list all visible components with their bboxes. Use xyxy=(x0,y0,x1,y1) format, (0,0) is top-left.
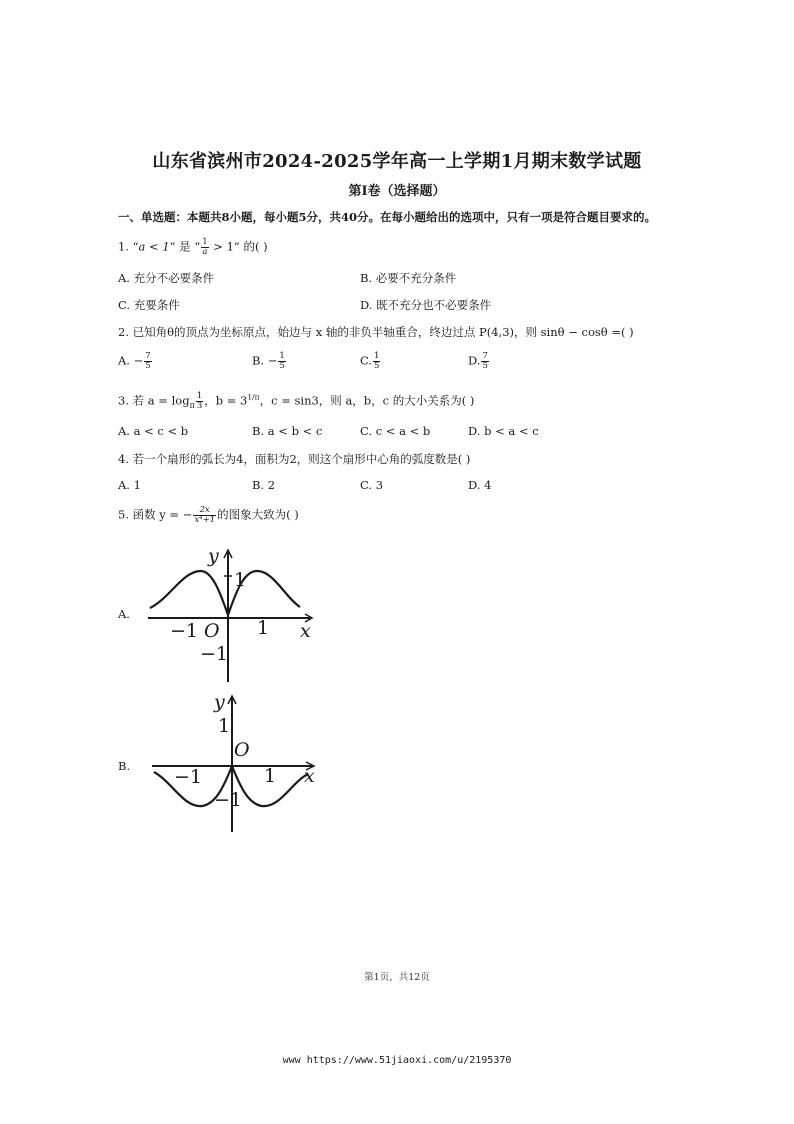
q2-option-d xyxy=(468,352,490,371)
q2-d-label: D. xyxy=(468,353,481,368)
q5-option-a-label: A. xyxy=(118,607,130,621)
graph-a-y-tick-neg: −1 xyxy=(200,643,229,665)
q2-c-fraction xyxy=(373,352,380,371)
q2-a-sign: − xyxy=(133,353,144,368)
q2-d-den: 5 xyxy=(482,361,488,371)
q2-d-fraction xyxy=(481,352,488,371)
q1-mid: ” 是 “ xyxy=(169,239,201,254)
graph-b-x-tick-pos: 1 xyxy=(264,765,277,787)
q1-option-b: B. 必要不充分条件 xyxy=(360,271,457,285)
q3-exponent: 1/π xyxy=(247,392,260,402)
q2-a-fraction xyxy=(144,352,151,371)
q3-option-a: A. a < c < b xyxy=(118,424,189,438)
q5-option-b-label: B. xyxy=(118,759,131,773)
graph-a-curve xyxy=(150,571,300,615)
graph-b-origin: O xyxy=(234,739,250,761)
q2-b-num: 1 xyxy=(279,351,285,361)
q1-option-a: A. 充分不必要条件 xyxy=(118,271,215,285)
q1-fraction xyxy=(201,238,208,257)
q2-b-fraction xyxy=(278,352,285,371)
q3-frac-num: 1 xyxy=(196,391,203,401)
q2-a-den: 5 xyxy=(145,361,151,371)
graph-b-y-label: y xyxy=(214,691,225,713)
q3-option-c: C. c < a < b xyxy=(360,424,431,438)
q2-c-label: C. xyxy=(360,353,373,368)
graph-b-x-label: x xyxy=(304,765,315,787)
q5-fraction xyxy=(193,506,216,525)
graph-b-x-tick-neg: −1 xyxy=(174,766,203,788)
q3-frac-den: 3 xyxy=(196,401,203,411)
q3-fraction xyxy=(196,392,203,411)
q1-frac-den: a xyxy=(202,247,208,257)
q2-a-label: A. xyxy=(118,353,130,368)
q1-option-d: D. 既不充分也不必要条件 xyxy=(360,298,492,312)
question-4: 4. 若一个扇形的弧长为4，面积为2，则这个扇形中心角的弧度数是( ) xyxy=(118,452,471,466)
q2-option-b xyxy=(252,352,287,371)
q2-a-num: 7 xyxy=(145,351,151,361)
q1-condition: a < 1 xyxy=(138,239,170,254)
graph-a-y-tick-pos: 1 xyxy=(234,569,247,591)
question-3 xyxy=(118,392,474,411)
q3-part1: 3. 若 a = log xyxy=(118,393,190,408)
section-subtitle: 第I卷（选择题） xyxy=(348,184,446,199)
q1-frac-num: 1 xyxy=(202,237,208,247)
question-2: 2. 已知角θ的顶点为坐标原点，始边与 x 轴的非负半轴重合，终边过点 P(4,3)，则 sinθ − cosθ =( ) xyxy=(118,325,634,339)
q5-frac-num: 2x xyxy=(193,506,216,516)
q3-option-d: D. b < a < c xyxy=(468,424,539,438)
graph-a-origin: O xyxy=(204,620,220,642)
q2-d-num: 7 xyxy=(482,351,488,361)
q4-option-a: A. 1 xyxy=(118,478,141,492)
q4-option-b: B. 2 xyxy=(252,478,276,492)
q4-option-c: C. 3 xyxy=(360,478,384,492)
q3-part3: ，c = sin3，则 a，b，c 的大小关系为( ) xyxy=(259,393,475,408)
question-5 xyxy=(118,506,299,525)
q5-tail: 的图象大致为( ) xyxy=(217,507,299,522)
question-1 xyxy=(118,238,268,257)
q2-option-a xyxy=(118,352,153,371)
graph-b-y-tick-pos: 1 xyxy=(218,715,231,737)
q1-option-c: C. 充要条件 xyxy=(118,298,180,312)
graph-b xyxy=(140,690,330,840)
q2-b-den: 5 xyxy=(279,361,285,371)
graph-b-y-tick-neg: −1 xyxy=(214,789,243,811)
graph-a-y-label: y xyxy=(208,545,219,567)
graph-a-x-tick-neg: −1 xyxy=(170,620,199,642)
q2-b-label: B. xyxy=(252,353,265,368)
q5-prefix: 5. 函数 y = − xyxy=(118,507,193,522)
page-footer: 第1页，共12页 xyxy=(364,972,430,983)
q1-tail: > 1” 的( ) xyxy=(209,239,268,254)
q3-part2: ，b = 3 xyxy=(204,393,248,408)
graph-a xyxy=(140,540,330,690)
q4-option-d: D. 4 xyxy=(468,478,492,492)
page-title: 山东省滨州市2024-2025学年高一上学期1月期末数学试题 xyxy=(152,151,642,172)
q2-c-num: 1 xyxy=(374,351,380,361)
watermark-url: www https://www.51jiaoxi.com/u/2195370 xyxy=(282,1055,512,1066)
q2-c-den: 5 xyxy=(374,361,380,371)
section-heading: 一、单选题：本题共8小题，每小题5分，共40分。在每小题给出的选项中，只有一项是符合题目要求的。 xyxy=(118,210,657,224)
q3-option-b: B. a < b < c xyxy=(252,424,323,438)
q2-b-sign: − xyxy=(267,353,278,368)
graph-a-x-label: x xyxy=(300,620,311,642)
q1-prefix: 1. “ xyxy=(118,239,139,254)
q2-option-c xyxy=(360,352,381,371)
q5-frac-den: x⁴+1 xyxy=(194,515,216,525)
q3-log-base: π xyxy=(189,400,195,410)
graph-a-x-tick-pos: 1 xyxy=(257,617,270,639)
